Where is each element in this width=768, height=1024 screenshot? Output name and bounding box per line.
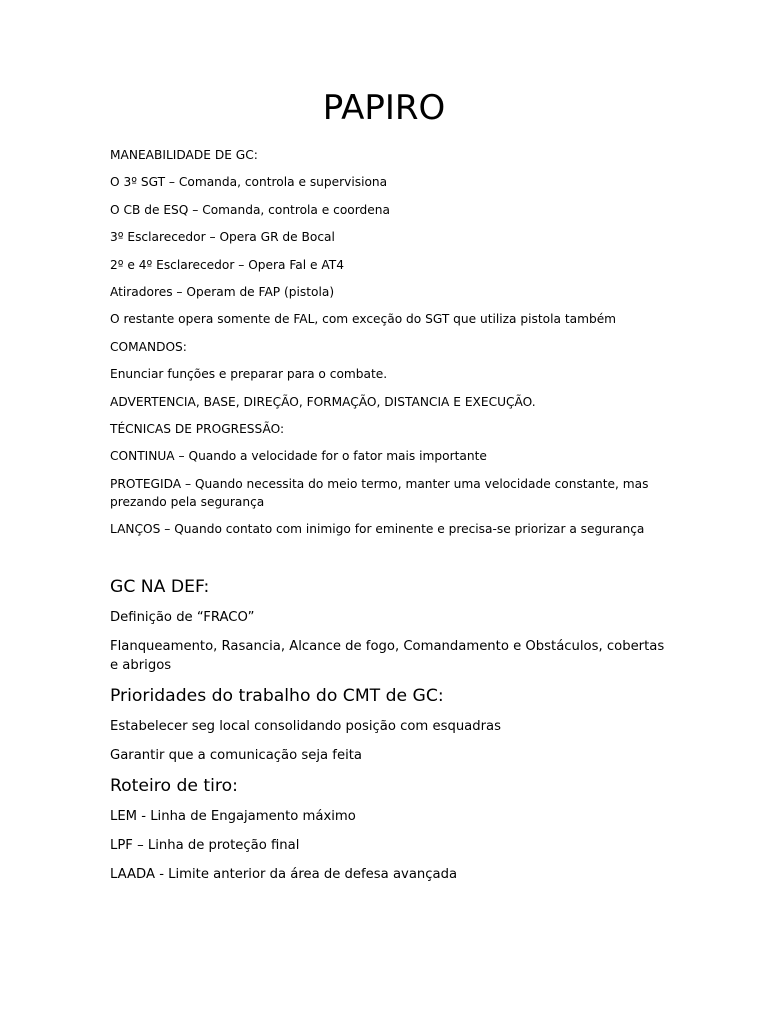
paragraph: LAADA - Limite anterior da área de defesa avançada bbox=[110, 867, 458, 883]
paragraph: O CB de ESQ – Comanda, controla e coordena bbox=[110, 202, 390, 217]
paragraph: ADVERTENCIA, BASE, DIREÇÃO, FORMAÇÃO, DISTANCIA E EXECUÇÃO. bbox=[110, 394, 536, 409]
paragraph: PROTEGIDA – Quando necessita do meio termo, manter uma velocidade constante, mas prezando pela segurança bbox=[110, 476, 649, 509]
paragraph: O restante opera somente de FAL, com exceção do SGT que utiliza pistola também bbox=[110, 312, 617, 327]
spacer bbox=[110, 547, 670, 576]
section-heading-comandos: COMANDOS: bbox=[110, 339, 187, 354]
paragraph: Enunciar funções e preparar para o combate. bbox=[110, 367, 388, 382]
section-heading-roteiro: Roteiro de tiro: bbox=[110, 776, 238, 797]
paragraph: CONTINUA – Quando a velocidade for o fator mais importante bbox=[110, 449, 487, 464]
section-heading-prioridades: Prioridades do trabalho do CMT de GC: bbox=[110, 686, 444, 707]
paragraph: 2º e 4º Esclarecedor – Opera Fal e AT4 bbox=[110, 257, 344, 272]
paragraph: Flanqueamento, Rasancia, Alcance de fogo, Comandamento e Obstáculos, cobertas e abrigos bbox=[110, 639, 665, 674]
paragraph: Atiradores – Operam de FAP (pistola) bbox=[110, 284, 335, 299]
document-body bbox=[110, 146, 670, 894]
paragraph: LPF – Linha de proteção final bbox=[110, 838, 300, 854]
paragraph: 3º Esclarecedor – Opera GR de Bocal bbox=[110, 230, 335, 245]
section-heading-tecnicas: TÉCNICAS DE PROGRESSÃO: bbox=[110, 421, 285, 436]
paragraph: O 3º SGT – Comanda, controla e supervisiona bbox=[110, 175, 388, 190]
paragraph: Garantir que a comunicação seja feita bbox=[110, 748, 362, 764]
paragraph: LANÇOS – Quando contato com inimigo for eminente e precisa-se priorizar a segurança bbox=[110, 522, 645, 537]
paragraph: Estabelecer seg local consolidando posição com esquadras bbox=[110, 719, 502, 735]
paragraph: LEM - Linha de Engajamento máximo bbox=[110, 809, 356, 825]
section-heading-gc-def: GC NA DEF: bbox=[110, 577, 210, 598]
section-heading-maneabilidade: MANEABILIDADE DE GC: bbox=[110, 148, 258, 162]
paragraph: Definição de “FRACO” bbox=[110, 610, 255, 626]
page-title: PAPIRO bbox=[322, 88, 446, 128]
